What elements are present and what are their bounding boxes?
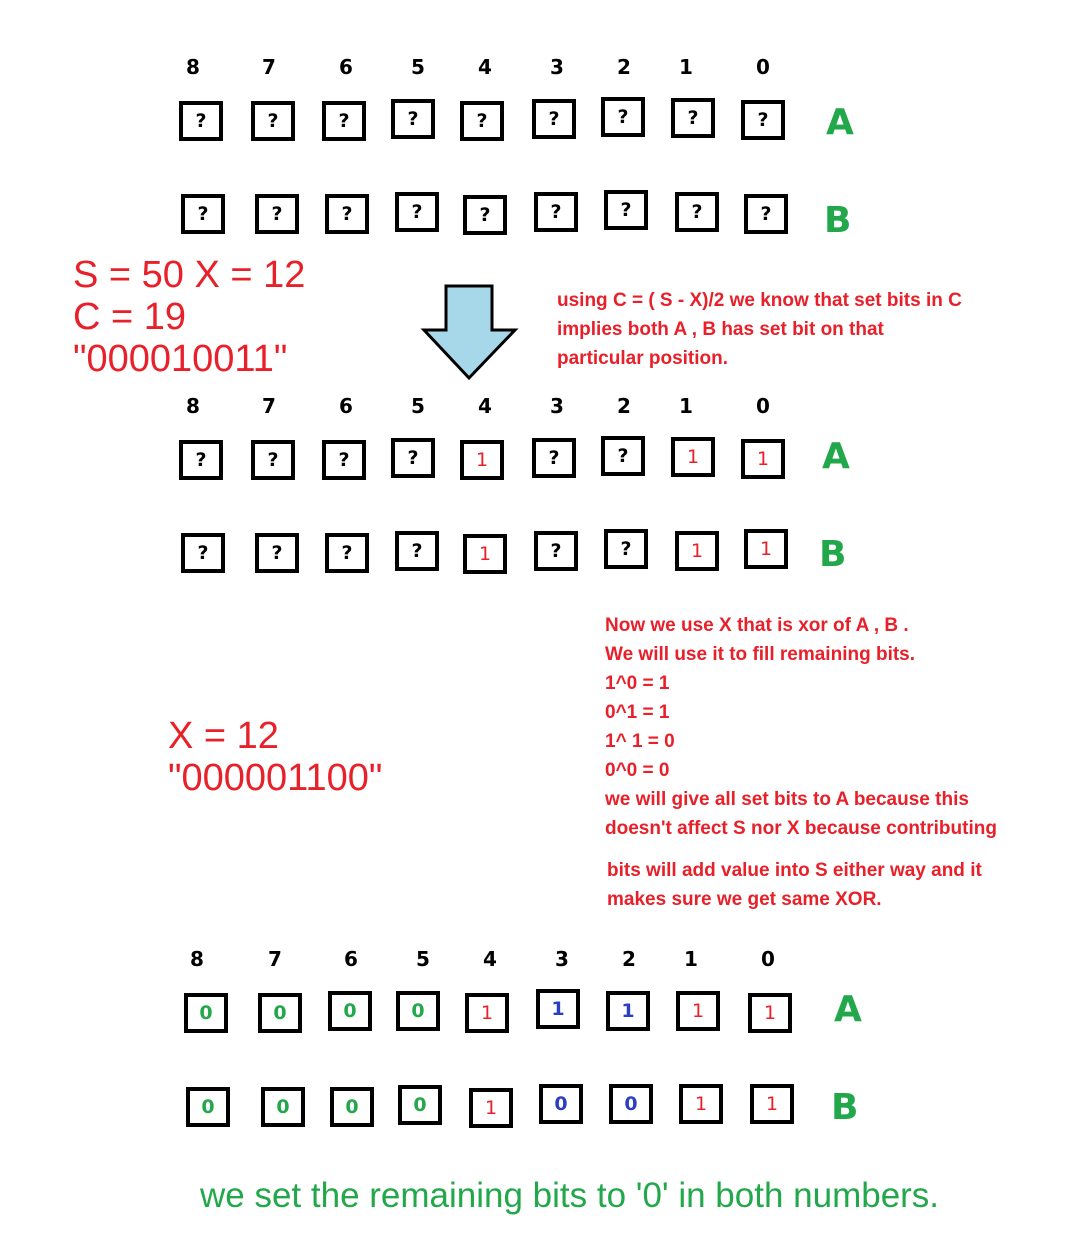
bit-index: 1 — [679, 394, 693, 418]
bit-index: 3 — [550, 55, 564, 79]
bit-cell: 1 — [750, 1084, 794, 1124]
bit-index: 7 — [262, 55, 276, 79]
note-xor-rules — [605, 611, 997, 843]
bit-cell: 1 — [744, 529, 788, 569]
bit-cell: 1 — [741, 439, 785, 479]
bit-cell: ? — [741, 100, 785, 140]
row-label-b: B — [831, 1087, 859, 1128]
bit-cell: ? — [255, 533, 299, 573]
row-label-a: A — [826, 102, 854, 143]
bit-cell: ? — [179, 101, 223, 141]
bit-index: 1 — [679, 55, 693, 79]
bit-cell: ? — [532, 438, 576, 478]
bit-cell: 1 — [675, 531, 719, 571]
note-line: bits will add value into S either way and it — [607, 860, 982, 881]
bit-index: 6 — [344, 947, 358, 971]
bit-cell: 1 — [536, 989, 580, 1029]
bit-cell: ? — [601, 436, 645, 476]
bit-index: 7 — [268, 947, 282, 971]
bit-cell: ? — [532, 99, 576, 139]
note-line: makes sure we get same XOR. — [607, 889, 882, 910]
bit-cell: ? — [604, 190, 648, 230]
bit-index: 2 — [617, 394, 631, 418]
bit-cell: 1 — [676, 991, 720, 1031]
bit-cell: ? — [395, 531, 439, 571]
bit-index: 0 — [756, 55, 770, 79]
bit-cell: 0 — [261, 1087, 305, 1127]
row-label-a: A — [822, 436, 850, 477]
bit-cell: ? — [391, 99, 435, 139]
givens-line: C = 19 — [73, 296, 187, 338]
bit-cell: 0 — [539, 1084, 583, 1124]
bit-index: 2 — [622, 947, 636, 971]
bit-index: 5 — [411, 55, 425, 79]
bit-cell: ? — [395, 192, 439, 232]
row-label-b: B — [819, 534, 847, 575]
bit-cell: 1 — [748, 993, 792, 1033]
bit-cell: 1 — [465, 993, 509, 1033]
note-line: 0^0 = 0 — [605, 760, 670, 781]
bit-cell: 1 — [469, 1088, 513, 1128]
row-label-b: B — [824, 200, 852, 241]
bit-cell: 0 — [330, 1087, 374, 1127]
bit-cell: 1 — [606, 991, 650, 1031]
bit-index: 0 — [761, 947, 775, 971]
bit-cell: 0 — [398, 1085, 442, 1125]
bit-cell: ? — [463, 195, 507, 235]
bit-index: 3 — [550, 394, 564, 418]
x-binary: "000001100" — [168, 757, 383, 799]
bit-cell: ? — [181, 194, 225, 234]
bit-cell: ? — [322, 101, 366, 141]
bit-cell: 0 — [184, 993, 228, 1033]
row-label-a: A — [834, 989, 862, 1030]
bit-cell: ? — [179, 440, 223, 480]
bit-cell: 1 — [460, 440, 504, 480]
bit-index: 4 — [478, 394, 492, 418]
bit-cell: ? — [251, 101, 295, 141]
bit-cell: 0 — [258, 993, 302, 1033]
note-line: particular position. — [557, 348, 729, 369]
bit-cell: ? — [671, 98, 715, 138]
note-line: doesn't affect S nor X because contributing — [605, 818, 997, 839]
bit-index: 8 — [186, 55, 200, 79]
bit-cell: 0 — [396, 991, 440, 1031]
bit-cell: 1 — [679, 1084, 723, 1124]
bit-index: 6 — [339, 55, 353, 79]
bit-cell: ? — [325, 194, 369, 234]
givens-line: "000010011" — [73, 338, 288, 380]
note-line: we will give all set bits to A because this — [605, 789, 969, 810]
bit-index: 4 — [478, 55, 492, 79]
bit-cell: ? — [604, 529, 648, 569]
note-contribution — [607, 856, 982, 914]
bit-cell: ? — [322, 440, 366, 480]
bit-index: 8 — [186, 394, 200, 418]
arrow-down-icon — [420, 283, 520, 383]
bit-cell: ? — [255, 194, 299, 234]
bit-cell: ? — [744, 194, 788, 234]
note-line: 0^1 = 1 — [605, 702, 670, 723]
note-set-bits — [557, 286, 962, 373]
note-line: implies both A , B has set bit on that — [557, 319, 884, 340]
bit-index: 3 — [555, 947, 569, 971]
bit-index: 5 — [411, 394, 425, 418]
bit-index: 8 — [190, 947, 204, 971]
bit-cell: 0 — [186, 1087, 230, 1127]
bit-cell: ? — [460, 101, 504, 141]
bit-cell: 1 — [671, 437, 715, 477]
bit-index: 5 — [416, 947, 430, 971]
bit-cell: ? — [534, 531, 578, 571]
bit-cell: ? — [534, 192, 578, 232]
bit-index: 2 — [617, 55, 631, 79]
bit-cell: ? — [325, 533, 369, 573]
bit-index: 1 — [684, 947, 698, 971]
bit-cell: ? — [251, 440, 295, 480]
note-line: 1^0 = 1 — [605, 673, 670, 694]
bit-cell: 0 — [328, 991, 372, 1031]
bit-index: 7 — [262, 394, 276, 418]
bit-cell: 1 — [463, 534, 507, 574]
note-line: We will use it to fill remaining bits. — [605, 644, 916, 665]
bit-cell: ? — [181, 533, 225, 573]
bit-index: 0 — [756, 394, 770, 418]
x-value: X = 12 — [168, 715, 279, 757]
bit-index: 6 — [339, 394, 353, 418]
bit-cell: ? — [391, 438, 435, 478]
givens-line: S = 50 X = 12 — [73, 254, 306, 296]
note-line: Now we use X that is xor of A , B . — [605, 615, 909, 636]
conclusion-text: we set the remaining bits to '0' in both numbers. — [200, 1176, 940, 1215]
bit-index: 4 — [483, 947, 497, 971]
bit-cell: ? — [601, 97, 645, 137]
bit-cell: 0 — [609, 1084, 653, 1124]
note-line: 1^ 1 = 0 — [605, 731, 675, 752]
note-line: using C = ( S - X)/2 we know that set bits in C — [557, 290, 962, 311]
bit-cell: ? — [675, 192, 719, 232]
